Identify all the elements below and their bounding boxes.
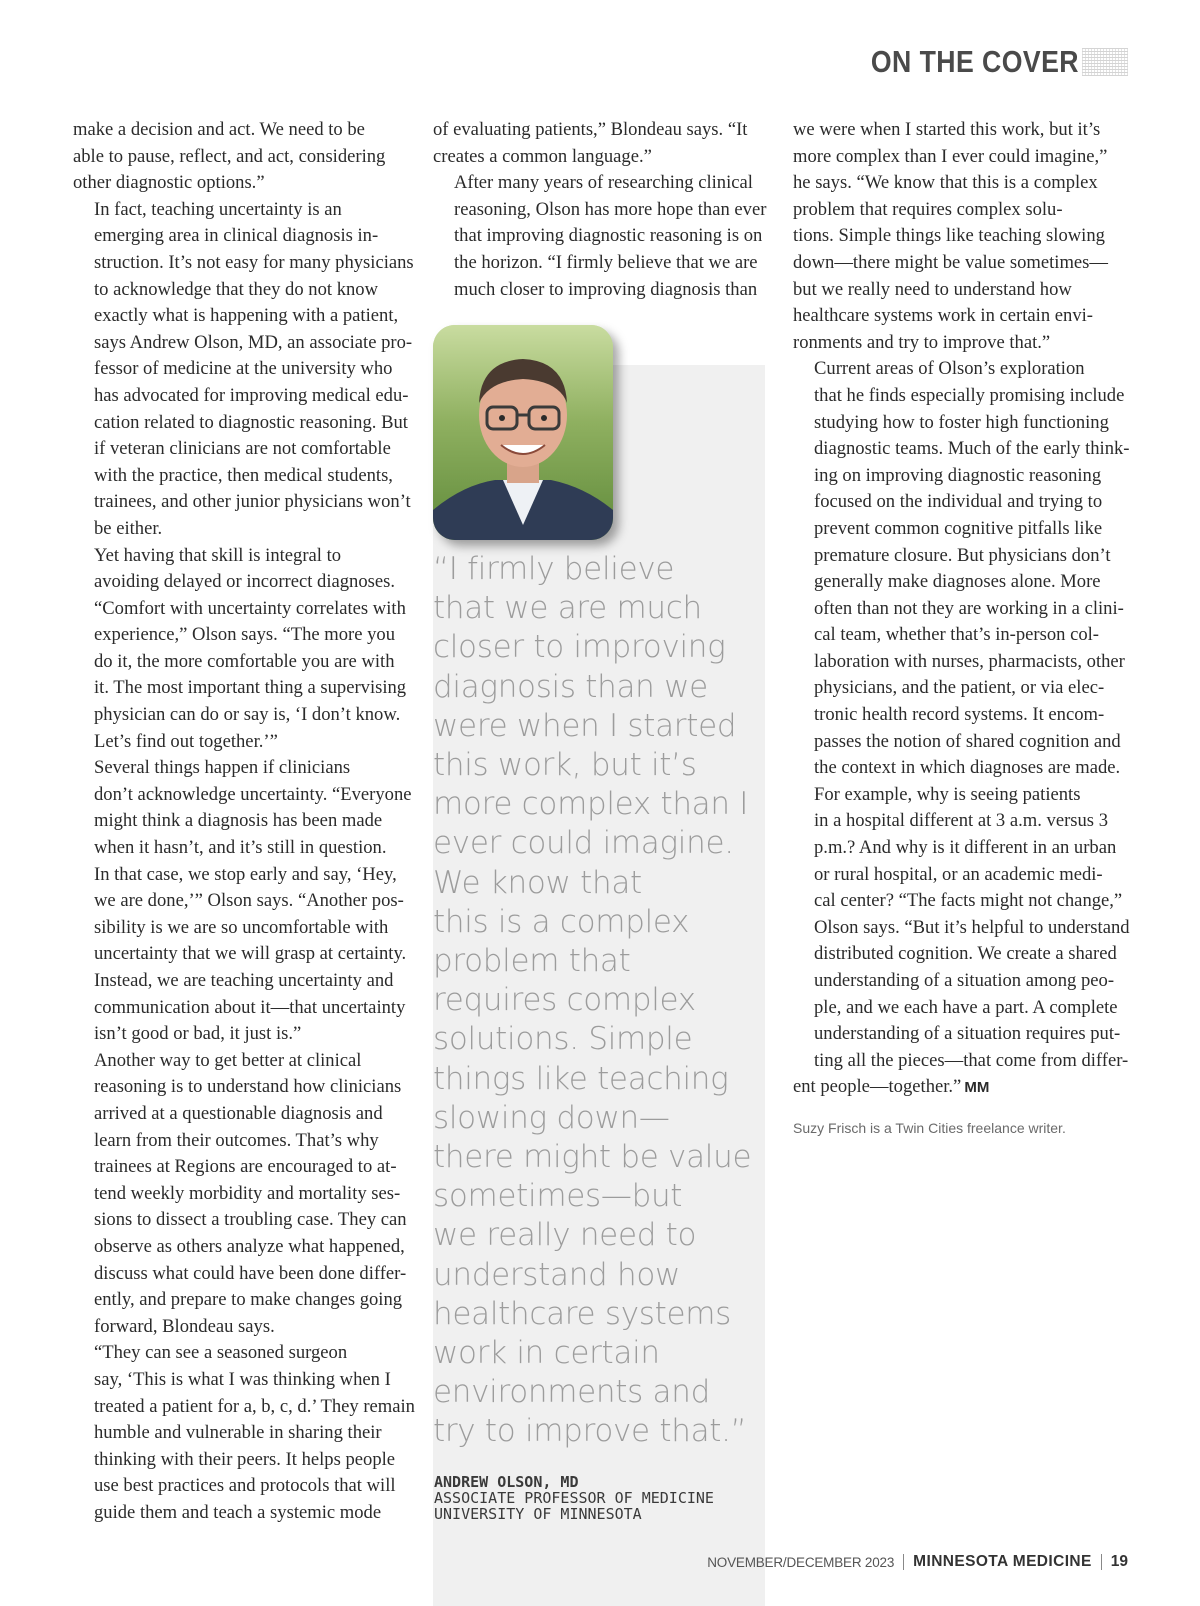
pull-quote-line: things like teaching xyxy=(433,1060,729,1097)
text-line: understanding of a situation requires put- xyxy=(814,1023,1121,1045)
text-line: problem that requires complex solu- xyxy=(793,198,1063,220)
text-line: exactly what is happening with a patient, xyxy=(94,305,399,327)
text-line: reasoning, Olson has more hope than ever xyxy=(454,198,767,220)
article-column-left xyxy=(73,117,415,1526)
text-line: uncertainty that we will grasp at certainty. xyxy=(94,943,407,965)
text-line: arrived at a questionable diagnosis and xyxy=(94,1102,383,1124)
text-line: we were when I started this work, but it’s xyxy=(793,119,1101,140)
text-line: the horizon. “I firmly believe that we are xyxy=(454,251,758,273)
issue-date: NOVEMBER/DECEMBER 2023 xyxy=(707,1554,895,1570)
text-line: experience,” Olson says. “The more you xyxy=(94,624,396,646)
author-byline: Suzy Frisch is a Twin Cities freelance writer. xyxy=(793,1120,1066,1136)
pull-quote-line: understand how xyxy=(433,1256,681,1293)
text-line: distributed cognition. We create a shared xyxy=(814,943,1117,965)
pull-quote-line: slowing down— xyxy=(433,1099,670,1136)
text-line: in a hospital different at 3 a.m. versus 3 xyxy=(814,810,1108,832)
pull-quote-attribution xyxy=(434,1474,764,1522)
text-line: After many years of researching clinical xyxy=(454,172,753,194)
text-line: with the practice, then medical students, xyxy=(94,464,393,486)
pull-quote-line: were when I started xyxy=(433,707,737,744)
text-line: observe as others analyze what happened, xyxy=(94,1235,405,1257)
pull-quote-line: closer to improving xyxy=(433,629,726,666)
pull-quote xyxy=(433,550,763,1452)
text-line: focused on the individual and trying to xyxy=(814,491,1103,513)
pull-quote-line: ever could imagine. xyxy=(433,825,734,862)
text-line: say, ‘This is what I was thinking when I xyxy=(94,1368,391,1390)
pull-quote-line: there might be value xyxy=(433,1139,752,1176)
pull-quote-line: diagnosis than we xyxy=(433,668,708,705)
text-line: Several things happen if clinicians xyxy=(94,757,351,779)
text-line: Let’s find out together.’” xyxy=(94,730,278,752)
text-line: ent people—together.” xyxy=(793,1076,962,1098)
text-line: isn’t good or bad, it just is.” xyxy=(94,1023,302,1045)
text-line: sions to dissect a troubling case. They can xyxy=(94,1209,407,1231)
pull-quote-line: problem that xyxy=(433,943,631,980)
article-paragraph xyxy=(73,117,407,197)
pull-quote-line: environments and xyxy=(433,1374,710,1411)
text-line: premature closure. But physicians don’t xyxy=(814,544,1111,566)
page-number: 19 xyxy=(1110,1553,1128,1570)
attribution-organization: UNIVERSITY OF MINNESOTA xyxy=(434,1505,642,1523)
text-line: sibility is we are so uncomfortable with xyxy=(94,916,389,938)
text-line: guide them and teach a systemic mode xyxy=(94,1501,382,1523)
magazine-name: MINNESOTA MEDICINE xyxy=(913,1553,1092,1570)
article-paragraph xyxy=(433,170,769,303)
text-line: if veteran clinicians are not comfortable xyxy=(94,438,391,460)
text-line: fessor of medicine at the university who xyxy=(94,358,393,380)
text-line: communication about it—that uncertainty xyxy=(94,996,406,1018)
pull-quote-line: this is a complex xyxy=(433,903,690,940)
text-line: do it, the more comfortable you are with xyxy=(94,650,395,672)
portrait-illustration xyxy=(433,325,613,540)
pull-quote-line: We know that xyxy=(433,864,642,901)
text-line: or rural hospital, or an academic medi- xyxy=(814,863,1103,885)
article-paragraph xyxy=(793,782,1128,1102)
text-line: thinking with their peers. It helps people xyxy=(94,1448,396,1470)
author-portrait-photo xyxy=(433,325,613,540)
pull-quote-line: healthcare systems xyxy=(433,1295,731,1332)
article-paragraph xyxy=(73,1340,415,1526)
text-line: ting all the pieces—that come from differ- xyxy=(814,1049,1129,1071)
text-line: it. The most important thing a supervising xyxy=(94,677,407,699)
text-line: to acknowledge that they do not know xyxy=(94,278,379,300)
text-line: “Comfort with uncertainty correlates with xyxy=(94,597,406,619)
text-line: tronic health record systems. It encom- xyxy=(814,704,1105,726)
text-line: prevent common cognitive pitfalls like xyxy=(814,517,1103,539)
article-paragraph xyxy=(73,755,412,1048)
pull-quote-line: that we are much xyxy=(433,590,702,627)
page-footer xyxy=(707,1553,1128,1571)
text-line: more complex than I ever could imagine,” xyxy=(793,145,1108,167)
text-line: Yet having that skill is integral to xyxy=(94,544,342,566)
text-line: don’t acknowledge uncertainty. “Everyone xyxy=(94,783,412,805)
pull-quote-line: more complex than I xyxy=(433,786,749,823)
footer-divider xyxy=(903,1554,904,1570)
text-line: struction. It’s not easy for many physicians xyxy=(94,251,414,273)
text-line: creates a common language.” xyxy=(433,145,652,167)
text-line: In fact, teaching uncertainty is an xyxy=(94,198,342,220)
pull-quote-line: requires complex xyxy=(433,982,696,1019)
article-paragraph xyxy=(793,117,1128,356)
attribution-title: ASSOCIATE PROFESSOR OF MEDICINE xyxy=(434,1489,714,1507)
text-line: down—there might be value sometimes— xyxy=(793,251,1108,273)
text-line: emerging area in clinical diagnosis in- xyxy=(94,225,379,247)
text-line: generally make diagnoses alone. More xyxy=(814,571,1101,593)
text-line: be either. xyxy=(94,517,163,539)
text-line: he says. “We know that this is a complex xyxy=(793,172,1098,194)
pull-quote-line: try to improve that.” xyxy=(433,1413,747,1450)
text-line: physician can do or say is, ‘I don’t know. xyxy=(94,704,401,726)
text-line: the context in which diagnoses are made. xyxy=(814,757,1121,779)
text-line: trainees at Regions are encouraged to at- xyxy=(94,1156,397,1178)
article-column-right xyxy=(793,117,1128,1102)
text-line: humble and vulnerable in sharing their xyxy=(94,1422,382,1444)
text-line: In that case, we stop early and say, ‘Hey, xyxy=(94,863,397,885)
footer-divider xyxy=(1101,1554,1102,1570)
text-line: “They can see a seasoned surgeon xyxy=(94,1342,348,1364)
text-line: tions. Simple things like teaching slowing xyxy=(793,225,1105,247)
section-texture-decoration xyxy=(1082,48,1128,76)
text-line: ently, and prepare to make changes going xyxy=(94,1289,403,1311)
text-line: For example, why is seeing patients xyxy=(814,783,1081,805)
end-signature-mark: MM xyxy=(964,1079,990,1097)
article-paragraph xyxy=(433,117,769,170)
pull-quote-line: work in certain xyxy=(433,1335,660,1372)
article-paragraph xyxy=(793,356,1128,782)
article-paragraph xyxy=(73,1048,407,1341)
text-line: much closer to improving diagnosis than xyxy=(454,278,758,300)
text-line: says Andrew Olson, MD, an associate pro- xyxy=(94,331,413,353)
pull-quote-line: solutions. Simple xyxy=(433,1021,693,1058)
text-line: healthcare systems work in certain envi- xyxy=(793,305,1093,327)
text-line: cal team, whether that’s in-person col- xyxy=(814,624,1099,646)
text-line: p.m.? And why is it different in an urban xyxy=(814,837,1117,859)
text-line: forward, Blondeau says. xyxy=(94,1315,275,1337)
text-line: that improving diagnostic reasoning is on xyxy=(454,225,763,247)
text-line: treated a patient for a, b, c, d.’ They remain xyxy=(94,1395,415,1417)
text-line: Instead, we are teaching uncertainty and xyxy=(94,970,394,991)
text-line: cal center? “The facts might not change,” xyxy=(814,890,1123,912)
text-line: but we really need to understand how xyxy=(793,278,1072,300)
text-line: learn from their outcomes. That’s why xyxy=(94,1129,379,1151)
pull-quote-line: this work, but it’s xyxy=(433,747,697,784)
text-line: trainees, and other junior physicians won’t xyxy=(94,491,411,513)
article-paragraph xyxy=(73,543,407,756)
text-line: physicians, and the patient, or via elec- xyxy=(814,677,1105,699)
article-column-middle xyxy=(433,117,769,303)
pull-quote-line: “I firmly believe xyxy=(433,551,675,587)
text-line: studying how to foster high functioning xyxy=(814,411,1109,433)
text-line: Current areas of Olson’s exploration xyxy=(814,358,1085,380)
text-line: that he finds especially promising include xyxy=(814,384,1125,406)
text-line: avoiding delayed or incorrect diagnoses. xyxy=(94,571,396,593)
text-line: able to pause, reflect, and act, considering xyxy=(73,145,386,167)
text-line: when it hasn’t, and it’s still in question. xyxy=(94,837,387,859)
text-line: Olson says. “But it’s helpful to understand xyxy=(814,916,1130,938)
text-line: ronments and try to improve that.” xyxy=(793,331,1051,353)
text-line: make a decision and act. We need to be xyxy=(73,119,365,140)
text-line: use best practices and protocols that will xyxy=(94,1475,396,1497)
text-line: ing on improving diagnostic reasoning xyxy=(814,464,1102,486)
text-line: Another way to get better at clinical xyxy=(94,1049,362,1071)
pull-quote-line: we really need to xyxy=(433,1217,697,1254)
text-line: cation related to diagnostic reasoning. But xyxy=(94,411,408,433)
text-line: reasoning is to understand how clinicians xyxy=(94,1076,402,1098)
text-line: laboration with nurses, pharmacists, other xyxy=(814,650,1125,672)
section-header xyxy=(837,44,1128,80)
text-line: of evaluating patients,” Blondeau says. “It xyxy=(433,119,748,140)
text-line: tend weekly morbidity and mortality ses- xyxy=(94,1182,401,1204)
text-line: other diagnostic options.” xyxy=(73,172,265,194)
text-line: has advocated for improving medical edu- xyxy=(94,384,409,406)
text-line: understanding of a situation among peo- xyxy=(814,970,1115,991)
text-line: passes the notion of shared cognition and xyxy=(814,730,1121,752)
text-line: we are done,’” Olson says. “Another pos- xyxy=(94,890,404,912)
article-paragraph xyxy=(73,197,414,543)
text-line: often than not they are working in a clini- xyxy=(814,597,1124,619)
text-line: ple, and we each have a part. A complete xyxy=(814,996,1118,1018)
text-line: diagnostic teams. Much of the early think- xyxy=(814,438,1130,460)
text-line: discuss what could have been done differ- xyxy=(94,1262,407,1284)
pull-quote-line: sometimes—but xyxy=(433,1178,683,1215)
attribution-name: ANDREW OLSON, MD xyxy=(434,1473,579,1491)
text-line: might think a diagnosis has been made xyxy=(94,810,383,832)
section-title: ON THE COVER xyxy=(870,44,1079,79)
